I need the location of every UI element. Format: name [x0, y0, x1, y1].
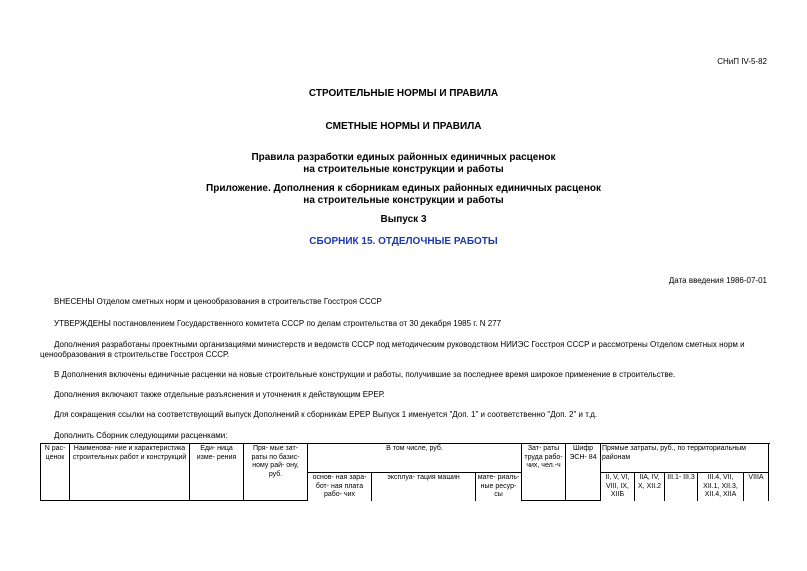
title-rules-line2: на строительные конструкции и работы: [303, 164, 504, 175]
paragraph-developed: Дополнения разработаны проектными организациями министерств и ведомств СССР под методическим руководством НИИЭС Госстроя СССР и рассмотрены Отделом сметных норм и ценообразования в строительстве Госстроя СССР.: [40, 340, 745, 359]
header-region-1: II, V, VI, VIII, IX, XIIБ: [601, 473, 635, 501]
paragraph-abbreviations: Для сокращения ссылки на соответствующий выпуск Дополнений к сборникам ЕРЕР Выпуск 1 именуется "Доп. 1" и соответственно "Доп. 2" и т.д.: [54, 410, 598, 419]
header-region-4: III.4, VII, XII.1, XII.3, XII.4, XIIА: [698, 473, 744, 501]
header-work-name: Наименова- ние и характеристика строительных работ и конструкций: [70, 444, 190, 501]
header-materials: мате- риаль- ные ресур- сы: [476, 473, 522, 501]
header-rate-number: N рас- ценок: [41, 444, 70, 501]
header-unit: Еди- ница изме- рения: [190, 444, 244, 501]
paragraph-clarifications: Дополнения включают также отдельные разъяснения и уточнения к действующим ЕРЕР.: [54, 390, 385, 399]
paragraph-approved: УТВЕРЖДЕНЫ постановлением Государственного комитета СССР по делам строительства от 30 декабря 1985 г. N 277: [54, 319, 502, 328]
paragraph-included: В Дополнения включены единичные расценки на новые строительные конструкции и работы, получившие за последнее время широкое применение в строительстве.: [54, 370, 676, 379]
issue-number: Выпуск 3: [380, 214, 427, 225]
title-building-norms: СТРОИТЕЛЬНЫЕ НОРМЫ И ПРАВИЛА: [308, 88, 499, 99]
header-machines: эксплуа- тация машин: [372, 473, 476, 501]
document-code: СНиП IV-5-82: [717, 57, 767, 66]
rates-table: [40, 443, 769, 501]
paragraph-supplement: Дополнить Сборник следующими расценками:: [54, 431, 228, 440]
header-region-5: VIIIА: [744, 473, 769, 501]
header-region-2: IIА, IV, X, XII.2: [635, 473, 665, 501]
effective-date: Дата введения 1986-07-01: [668, 276, 767, 285]
collection-title: СБОРНИК 15. ОТДЕЛОЧНЫЕ РАБОТЫ: [309, 236, 498, 247]
header-region-3: III.1- III.3: [665, 473, 698, 501]
header-including: В том числе, руб.: [308, 444, 522, 473]
header-labor-costs: Зат- раты труда рабо- чих, чел.-ч: [522, 444, 566, 501]
title-appendix-line1: Приложение. Дополнения к сборникам единых районных единичных расценок: [206, 183, 601, 194]
title-rules-line1: Правила разработки единых районных единичных расценок: [251, 152, 556, 163]
header-regional-costs: Прямые затраты, руб., по территориальным районам: [601, 444, 769, 473]
title-rules: [0, 152, 807, 176]
title-estimate-norms: СМЕТНЫЕ НОРМЫ И ПРАВИЛА: [325, 121, 482, 132]
header-esn-code: Шифр ЭСН- 84: [566, 444, 601, 501]
title-appendix: [0, 183, 807, 207]
title-appendix-line2: на строительные конструкции и работы: [303, 195, 504, 206]
header-direct-costs: Пря- мые зат- раты по базис- ному рай- ону, руб.: [244, 444, 308, 501]
paragraph-introduced: ВНЕСЕНЫ Отделом сметных норм и ценообразования в строительстве Госстроя СССР: [54, 297, 382, 306]
header-wages: основ- ная зара- бот- ная плата рабо- чих: [308, 473, 372, 501]
